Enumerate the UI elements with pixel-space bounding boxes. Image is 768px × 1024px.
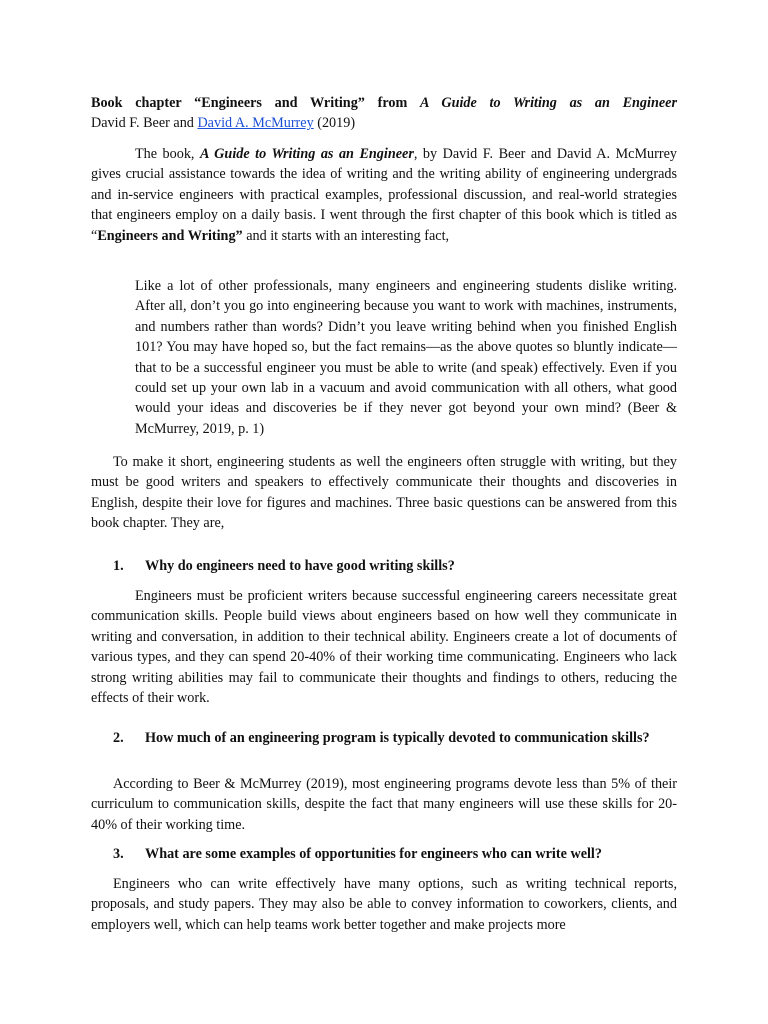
quote-text: Like a lot of other professionals, many engineers and engineering students dislike writing. After all, don’t you go into engineering because you want to work with machines, instruments, and numbers rather than words? Didn’t you leave writing behind when you finished English 101? You may have hoped so, but the fact remains—as the above quotes so bluntly indicate—that to be a successful engineer you must be able to write (and speak) effectively. Even if you could set up your own lab in a vacuum and avoid communication with all others, what good would your ideas and discoveries be if they never got beyond your own mind? (Beer & McMurrey, 2019, p. 1) — [135, 278, 677, 437]
document-title — [91, 93, 677, 134]
question-1-heading: 1. Why do engineers need to have good writing skills? — [113, 558, 455, 574]
question-3-heading: 3. What are some examples of opportunities for engineers who can write well? — [113, 846, 602, 862]
question-3-answer: Engineers who can write effectively have many options, such as writing technical reports, proposals, and study papers. They may also be able to convey information to coworkers, clients, and employers well, which can help teams work better together and make projects more — [91, 876, 677, 933]
intro-paragraph-block — [91, 144, 677, 246]
block-quote — [91, 276, 677, 439]
title-authors: David F. Beer and David A. McMurrey (2019) — [91, 115, 356, 132]
title-line: Book chapter “Engineers and Writing” from A Guide to Writing as an Engineer — [91, 95, 677, 111]
intro-paragraph: The book, A Guide to Writing as an Engineer, by David F. Beer and David A. McMurrey gives crucial assistance towards the idea of writing and the writing ability of engineering undergrads and in-service engineers with practical examples, professional discussion, and real-world strategies that engineers employ on a daily basis. I went through the first chapter of this book which is titled as “Engineers and Writing” and it starts with an interesting fact, — [91, 146, 677, 244]
question-2-answer: According to Beer & McMurrey (2019), most engineering programs devote less than 5% of their curriculum to communication skills, despite the fact that many engineers will use these skills for 20-40% of their working time. — [91, 776, 677, 833]
summary-paragraph: To make it short, engineering students as well the engineers often struggle with writing, but they must be good writers and speakers to effectively communicate their thoughts and discoveries in English, despite their love for figures and machines. Three basic questions can be answered from this book chapter. They are, — [91, 454, 677, 532]
question-2-heading: 2. How much of an engineering program is typically devoted to communication skills? — [113, 730, 650, 746]
title-book-name: A Guide to Writing as an Engineer — [419, 95, 677, 111]
question-1-answer: Engineers must be proficient writers because successful engineering careers necessitate great communication skills. People build views about engineers based on how well they communicate in writing and conversation, in addition to their technical ability. Engineers create a lot of documents of various types, and they can spend 20-40% of their working time communicating. Engineers who lack strong writing abilities may fail to communicate their thoughts and findings to others, reducing the effects of their work. — [91, 588, 677, 707]
summary-block — [91, 452, 677, 534]
author-link[interactable]: David A. McMurrey — [197, 115, 314, 132]
